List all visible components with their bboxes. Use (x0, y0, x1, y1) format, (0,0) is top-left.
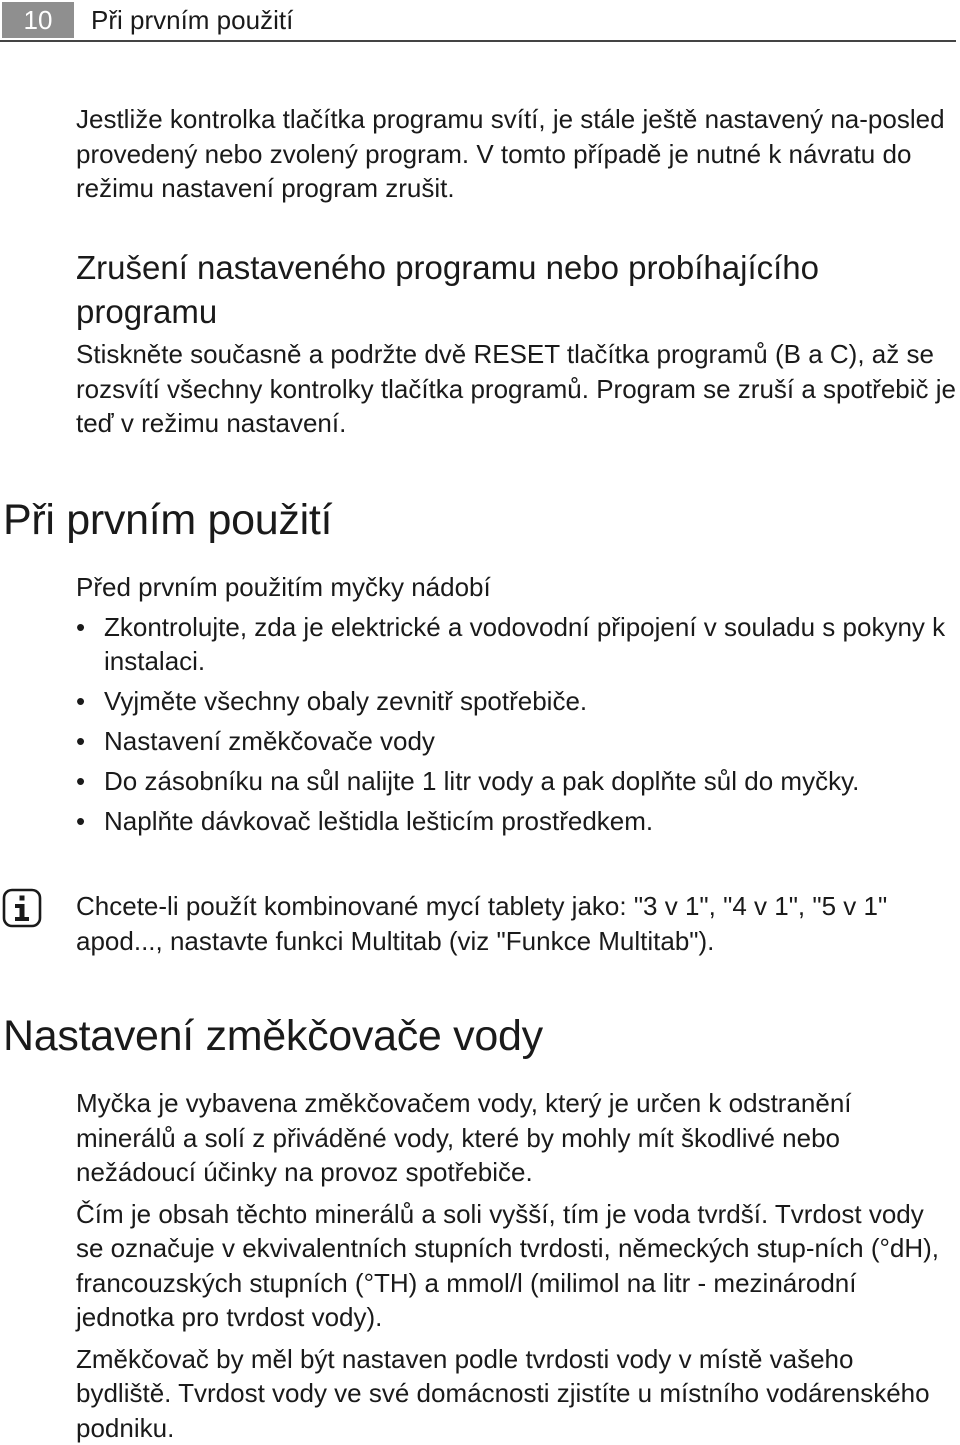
list-item-text: Zkontrolujte, zda je elektrické a vodovodní připojení v souladu s pokyny k instalaci. (104, 612, 945, 677)
list-item-text: Vyjměte všechny obaly zevnitř spotřebiče. (104, 686, 587, 716)
softener-paragraph: Změkčovač by měl být nastaven podle tvrdosti vody v místě vašeho bydliště. Tvrdost vody ve své domácnosti zjistíte u místního vodárenského podniku. (76, 1342, 956, 1445)
running-title: Při prvním použití (91, 2, 293, 38)
softener-heading: Nastavení změkčovače vody (3, 1010, 543, 1062)
bullet-marker: • (76, 684, 88, 719)
list-item-text: Naplňte dávkovač leštidla lešticím prostředkem. (104, 806, 653, 836)
intro-section (76, 102, 956, 206)
cancel-program-heading: Zrušení nastaveného programu nebo probíhajícího programu (76, 246, 956, 334)
intro-paragraph: Jestliže kontrolka tlačítka programu svítí, je stále ještě nastavený na-posled provedený nebo zvolený program. V tomto případě je nutné k návratu do režimu nastavení program zrušit. (76, 102, 956, 206)
list-item-text: Do zásobníku na sůl nalijte 1 litr vody a pak doplňte sůl do myčky. (104, 766, 859, 796)
header-divider (0, 40, 956, 42)
cancel-program-section (76, 246, 956, 441)
list-item (76, 764, 956, 799)
list-item (76, 684, 956, 719)
softener-paragraph: Myčka je vybavena změkčovačem vody, který je určen k odstranění minerálů a solí z přiváděné vody, které by mohly mít škodlivé nebo nežádoucí účinky na provoz spotřebiče. (76, 1086, 956, 1190)
first-use-checklist (76, 610, 956, 839)
bullet-marker: • (76, 724, 88, 759)
list-item (76, 804, 956, 839)
info-icon (2, 888, 42, 928)
cancel-program-paragraph: Stiskněte současně a podržte dvě RESET tlačítka programů (B a C), až se rozsvítí všechny kontrolky tlačítka programů. Program se zruší a spotřebič je teď v režimu nastavení. (76, 337, 956, 441)
first-use-heading: Při prvním použití (3, 494, 332, 546)
list-item (76, 610, 956, 679)
softener-section (76, 1086, 956, 1445)
first-use-subheading: Před prvním použitím myčky nádobí (76, 570, 956, 605)
multitab-note-text: Chcete-li použít kombinované mycí tablety jako: "3 v 1", "4 v 1", "5 v 1" apod..., nastavte funkci Multitab (viz "Funkce Multitab"). (76, 889, 956, 958)
page-number: 10 (2, 2, 74, 38)
softener-paragraph: Čím je obsah těchto minerálů a soli vyšší, tím je voda tvrdší. Tvrdost vody se označuje v ekvivalentních stupních tvrdosti, německých stup-ních (°dH), francouzských stupních (°TH) a mmol/l (milimol na litr - mezinárodní jednotka pro tvrdost vody). (76, 1197, 956, 1335)
list-item (76, 724, 956, 759)
bullet-marker: • (76, 764, 88, 799)
bullet-marker: • (76, 610, 88, 645)
page-header (0, 0, 960, 42)
first-use-section (76, 570, 956, 844)
multitab-note (76, 889, 956, 958)
bullet-marker: • (76, 804, 88, 839)
list-item-text: Nastavení změkčovače vody (104, 726, 435, 756)
